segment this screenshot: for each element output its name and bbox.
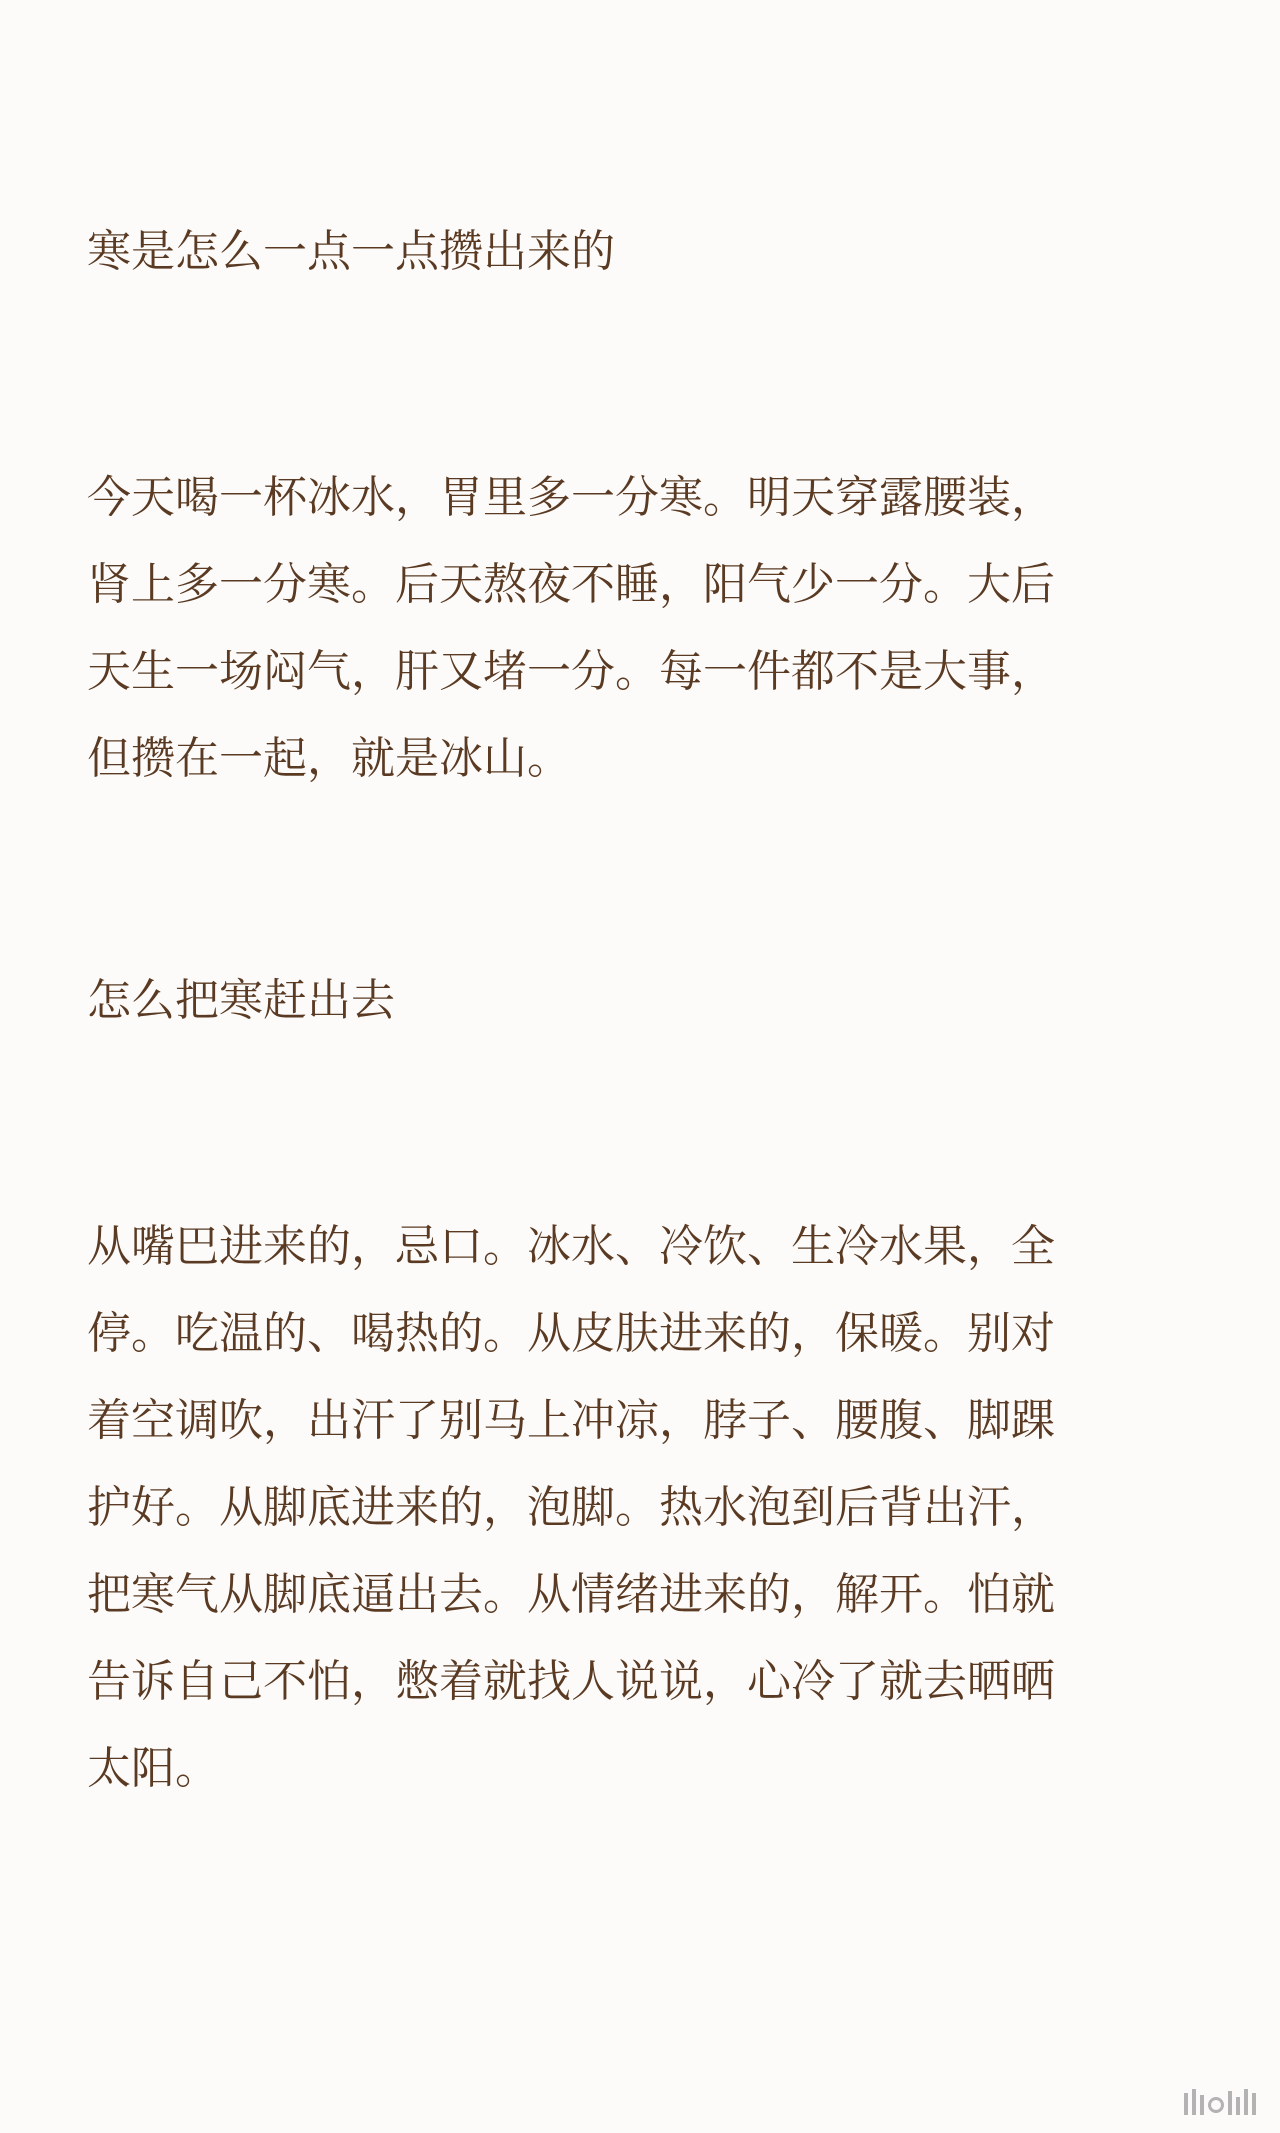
- paragraph-line: 告诉自己不怕，憋着就找人说说，心冷了就去晒晒: [87, 1656, 1055, 1707]
- paragraph-line: 把寒气从脚底逼出去。从情绪进来的，解开。怕就: [87, 1569, 1055, 1620]
- watermark-bar: [1228, 2091, 1232, 2115]
- watermark-bar: [1244, 2089, 1248, 2115]
- paragraph-line: 天生一场闷气，肝又堵一分。每一件都不是大事，: [87, 646, 1055, 697]
- watermark-bar: [1184, 2093, 1188, 2115]
- paragraph-line: 护好。从脚底进来的，泡脚。热水泡到后背出汗，: [87, 1482, 1055, 1533]
- watermark-bar: [1192, 2089, 1196, 2115]
- watermark-dot: [1208, 2097, 1224, 2113]
- paragraph-line: 着空调吹，出汗了别马上冲凉，脖子、腰腹、脚踝: [87, 1395, 1055, 1446]
- watermark-icon: [1184, 2087, 1256, 2115]
- section-heading-accumulate-cold: 寒是怎么一点一点攒出来的: [87, 226, 615, 277]
- paragraph-accumulate-cold: [87, 454, 1187, 802]
- paragraph-line: 肾上多一分寒。后天熬夜不睡，阳气少一分。大后: [87, 559, 1055, 610]
- section-heading-expel-cold: 怎么把寒赶出去: [87, 975, 395, 1026]
- paragraph-line: 但攒在一起，就是冰山。: [87, 733, 571, 784]
- paragraph-line: 太阳。: [87, 1743, 219, 1794]
- paragraph-line: 从嘴巴进来的，忌口。冰水、冷饮、生冷水果，全: [87, 1221, 1055, 1272]
- paragraph-line: 今天喝一杯冰水，胃里多一分寒。明天穿露腰装，: [87, 472, 1055, 523]
- watermark-bar: [1200, 2095, 1204, 2115]
- paragraph-expel-cold: [87, 1203, 1187, 1812]
- paragraph-line: 停。吃温的、喝热的。从皮肤进来的，保暖。别对: [87, 1308, 1055, 1359]
- watermark-bar: [1236, 2097, 1240, 2115]
- watermark-bar: [1252, 2093, 1256, 2115]
